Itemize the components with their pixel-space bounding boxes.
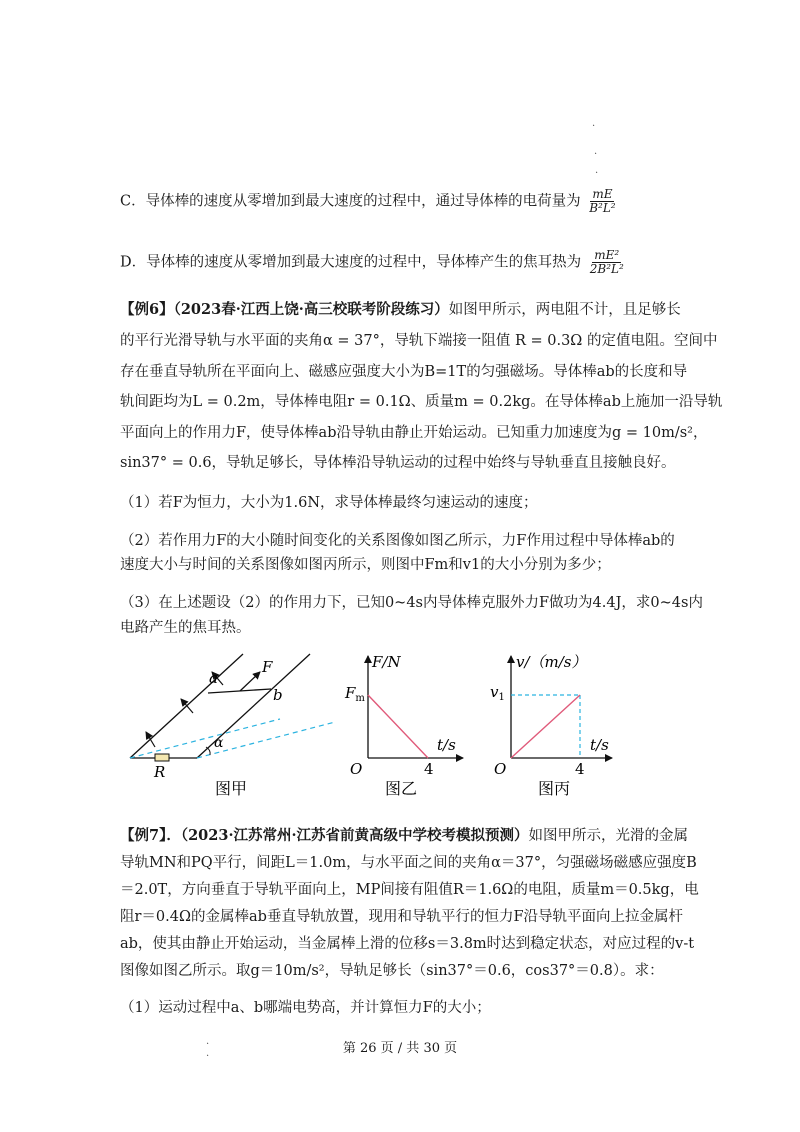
ex7-line-4: 阻r＝0.4Ω的金属棒ab垂直导轨放置，现用和导轨平行的恒力F沿导轨平面向上拉金属杆 bbox=[120, 909, 683, 925]
ex6-line-4: 轨间距均为L = 0.2m，导体棒电阻r = 0.1Ω、质量m = 0.2kg。在导体棒ab上施加一沿导轨 bbox=[120, 394, 723, 410]
label-R: R bbox=[154, 763, 166, 781]
option-c bbox=[120, 188, 618, 215]
dot-mark: . bbox=[594, 146, 598, 157]
tick-4: 4 bbox=[575, 760, 585, 778]
ex6-tag: 【例6】 bbox=[120, 301, 174, 318]
x-label: t/s bbox=[590, 736, 609, 754]
resistor bbox=[155, 754, 169, 761]
option-d-fraction bbox=[588, 249, 626, 276]
ex6-text: 如图甲所示，两电阻不计，且足够长 bbox=[448, 302, 681, 318]
origin-label: O bbox=[494, 760, 507, 778]
ex7-line-1 bbox=[120, 826, 688, 846]
fm-subscript: m bbox=[355, 693, 365, 704]
ex6-line-3: 存在垂直导轨所在平面向上、磁感应强度大小为B=1T的匀强磁场。导体棒ab的长度和导 bbox=[120, 364, 688, 380]
ex6-question-3a: （3）在上述题设（2）的作用力下，已知0~4s内导体棒克服外力F做功为4.4J，求0~4s内 bbox=[120, 595, 703, 611]
ex6-question-2b: 速度大小与时间的关系图像如图丙所示，则图中Fm和v1的大小分别为多少； bbox=[120, 557, 611, 573]
caption-jia: 图甲 bbox=[215, 779, 248, 798]
dot-mark: . bbox=[206, 1036, 210, 1047]
ex7-line-6: 图像如图乙所示。取g＝10m/s²，导轨足够长（sin37°＝0.6，cos37°＝0.8）。求： bbox=[120, 963, 664, 979]
ex6-question-2a: （2）若作用力F的大小随时间变化的关系图像如图乙所示，力F作用过程中导体棒ab的 bbox=[120, 533, 675, 549]
caption-yi: 图乙 bbox=[385, 779, 418, 798]
v-line bbox=[511, 695, 580, 758]
fraction-denominator: B²L² bbox=[589, 201, 616, 215]
page-footer: 第 26 页 / 共 30 页 bbox=[342, 1041, 458, 1056]
ex6-question-3b: 电路产生的焦耳热。 bbox=[120, 620, 251, 636]
ex7-line-3: ＝2.0T，方向垂直于导轨平面向上，MP间接有阻值R＝1.6Ω的电阻，质量m＝0.5kg，电 bbox=[120, 882, 699, 898]
figure-jia bbox=[130, 654, 335, 798]
x-label: t/s bbox=[437, 736, 456, 754]
tick-v1 bbox=[490, 683, 505, 703]
ex6-line-2: 的平行光滑导轨与水平面的夹角α = 37°，导轨下端接一阻值 R = 0.3Ω 的定值电阻。空间中 bbox=[120, 333, 718, 349]
field-arrow bbox=[146, 732, 155, 747]
dot-mark: . bbox=[595, 165, 599, 176]
v1-symbol: v bbox=[490, 683, 499, 701]
option-d-text: D．导体棒的速度从零增加到最大速度的过程中，导体棒产生的焦耳热为 bbox=[120, 254, 582, 271]
ex6-line-5: 平面向上的作用力F，使导体棒ab沿导轨由静止开始运动。已知重力加速度为g = 10m/s²， bbox=[120, 425, 708, 441]
label-F: F bbox=[262, 658, 273, 676]
figures bbox=[0, 650, 800, 810]
origin-label: O bbox=[350, 760, 363, 778]
option-c-fraction bbox=[587, 188, 617, 215]
v1-subscript: 1 bbox=[498, 692, 505, 703]
tick-fm bbox=[344, 684, 365, 704]
dot-mark: . bbox=[206, 1048, 210, 1059]
ex6-line-6: sin37° = 0.6，导轨足够长，导体棒沿导轨运动的过程中始终与导轨垂直且接触良好。 bbox=[120, 455, 676, 471]
ex7-line-5: ab，使其由静止开始运动，当金属棒上滑的位移s＝3.8m时达到稳定状态，对应过程的v-t bbox=[120, 936, 695, 952]
f-line bbox=[368, 695, 428, 758]
y-label: v/（m/s） bbox=[516, 653, 587, 671]
fm-symbol: F bbox=[345, 684, 356, 702]
conductor-rod bbox=[208, 689, 271, 693]
fraction-numerator: mE bbox=[592, 187, 613, 201]
dot-mark: . bbox=[592, 118, 596, 129]
label-a: a bbox=[209, 669, 218, 687]
fraction-denominator: 2B²L² bbox=[589, 262, 624, 276]
ex6-source: （2023春·江西上饶·高三校联考阶段练习） bbox=[173, 301, 449, 318]
caption-bing: 图丙 bbox=[538, 779, 571, 798]
figure-yi bbox=[344, 653, 463, 798]
fraction-numerator: mE² bbox=[594, 248, 620, 262]
option-c-text: C．导体棒的速度从零增加到最大速度的过程中，通过导体棒的电荷量为 bbox=[120, 193, 581, 210]
angle-arc bbox=[206, 747, 210, 755]
dashed-horizontal-1 bbox=[130, 719, 280, 758]
ex7-tag: 【例7】． bbox=[120, 827, 181, 844]
ex7-question-1: （1）运动过程中a、b哪端电势高，并计算恒力F的大小； bbox=[120, 1000, 491, 1016]
option-d bbox=[120, 249, 626, 276]
label-b: b bbox=[273, 686, 283, 704]
ex7-line-2: 导轨MN和PQ平行，间距L＝1.0m，与水平面之间的夹角α＝37°，匀强磁场磁感应强度B bbox=[120, 855, 697, 871]
y-label: F/N bbox=[372, 653, 401, 671]
tick-4: 4 bbox=[424, 760, 434, 778]
force-arrow bbox=[240, 672, 260, 691]
figure-bing bbox=[490, 653, 612, 798]
ex6-line-1 bbox=[120, 300, 681, 320]
ex7-source: （2023·江苏常州·江苏省前黄高级中学校考模拟预测） bbox=[180, 827, 529, 844]
label-alpha: α bbox=[214, 735, 224, 751]
ex6-question-1: （1）若F为恒力，大小为1.6N，求导体棒最终匀速运动的速度； bbox=[120, 495, 538, 511]
ex7-text: 如图甲所示，光滑的金属 bbox=[528, 828, 689, 844]
